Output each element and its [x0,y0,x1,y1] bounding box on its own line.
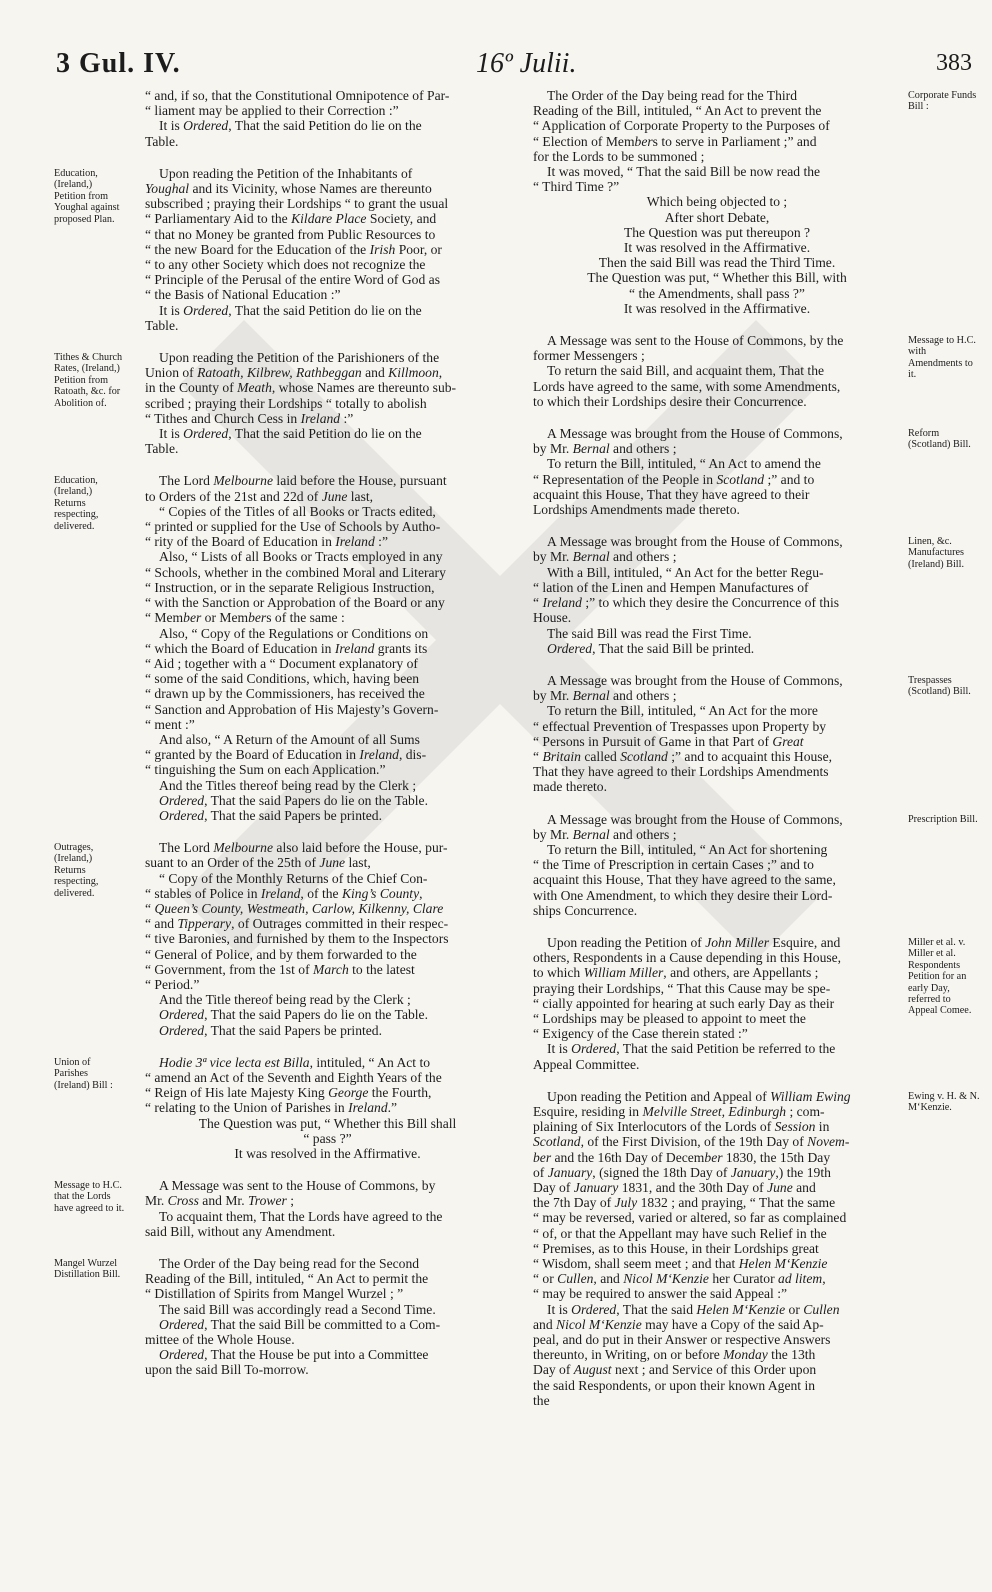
text-line: Lordships Amendments made thereto. [533,502,740,518]
text-line: by Mr. Bernal and others ; [533,826,677,842]
text-line: The Question was put, “ Whether this Bill shall [198,1115,457,1131]
entry-gap [533,1072,901,1089]
text-line: “ tinguishing the Sum on each Application.” [145,762,386,778]
text-line: by Mr. Bernal and others ; [533,441,677,457]
entry-prescription [533,812,901,918]
text-line: said Bill, without any Amendment. [145,1223,336,1239]
text-line: Upon reading the Petition of the Inhabitants of [159,165,413,181]
text-line: Ordered, That the said Papers be printed. [159,1022,382,1038]
margin-note: Message to H.C. that the Lords have agreed to it. [54,1180,125,1214]
text-line: “ liament may be applied to their Correction :” [145,103,399,119]
text-line: “ Lordships may be pleased to appoint to meet the [533,1010,806,1026]
text-line: And also, “ A Return of the Amount of all Sums [159,731,420,747]
text-line: “ Reign of His late Majesty King George the Fourth, [145,1085,432,1101]
entry-gap [533,409,901,426]
entry-message-hc [145,1178,510,1239]
text-line: to which their Lordships desire their Concurrence. [533,393,807,409]
text-line: praying their Lordships, “ That this Cause may be spe- [533,980,831,996]
margin-note: Reform (Scotland) Bill. [908,428,971,451]
entry-ewing [533,1089,901,1408]
text-line: “ tive Baronies, and furnished by them to the Inspectors [145,931,449,947]
text-line: “ cially appointed for hearing at such early Day as their [533,995,835,1011]
margin-note: Message to H.C. with Amendments to it. [908,335,976,381]
margin-note: Prescription Bill. [908,814,978,825]
text-line: upon the said Bill To-morrow. [145,1362,309,1378]
text-line: “ with the Sanction or Approbation of the Board or any [145,595,445,611]
text-line: Which being objected to ; [646,194,788,210]
text-line: Reading of the Bill, intituled, “ An Act to prevent the [533,103,822,119]
text-line: Ordered, That the said Bill be committed to a Com- [159,1316,441,1332]
text-line: “ the new Board for the Education of the Irish Poor, or [145,241,442,257]
text-line: “ Schools, whether in the combined Moral and Literary [145,564,446,580]
text-line: “ Tithes and Church Cess in Ireland :” [145,410,354,426]
right-column [533,88,901,1408]
entry-gap [533,517,901,534]
text-line: “ granted by the Board of Education in Ireland, dis- [145,747,427,763]
text-line: mittee of the Whole House. [145,1332,295,1348]
text-line: “ Aid ; together with a “ Document explanatory of [145,655,418,671]
entry-trespasses [533,673,901,795]
text-line: “ Exigency of the Case therein stated :” [533,1026,748,1042]
text-line: “ and Tipperary, of Outrages committed in their respec- [145,916,449,932]
text-line: plaining of Six Interlocutors of the Lords of Session in [533,1119,830,1135]
margin-note: Education, (Ireland,) Petition from Youghal against proposed Plan. [54,168,120,225]
margin-note: Corporate Funds Bill : [908,90,977,113]
text-line: “ Queen’s County, Westmeath, Carlow, Kilkenny, Clare [145,900,444,916]
text-line: A Message was brought from the House of Commons, [547,534,843,550]
text-line: acquaint this House, That they have agreed to the same, [533,872,836,888]
entry-mangel-wurzel [145,1256,510,1378]
text-line: “ drawn up by the Commissioners, has received the [145,686,425,702]
text-line: subscribed ; praying their Lordships “ to grant the usual [145,196,449,212]
text-line: Also, “ Lists of all Books or Tracts employed in any [159,549,443,565]
left-column [145,88,510,1378]
text-line: After short Debate, [664,209,770,225]
text-line: in the County of Meath, whose Names are thereunto sub- [145,380,457,396]
text-line: It was moved, “ That the said Bill be now read the [547,164,821,180]
margin-note: Outrages, (Ireland,) Returns respecting, delivered. [54,842,99,899]
text-line: And the Title thereof being read by the Clerk ; [159,992,411,1008]
text-line: “ Election of Members to serve in Parliament ;” and [533,133,817,149]
text-line: It is Ordered, That the said Helen M‘Kenzie or Cullen [547,1301,840,1317]
text-line: Ordered, That the said Papers do lie on the Table. [159,792,428,808]
text-line: It was resolved in the Affirmative. [623,300,811,316]
text-line: Upon reading the Petition of John Miller Esquire, and [547,934,841,950]
text-line: The Order of the Day being read for the Third [547,88,798,103]
text-line: House. [533,610,572,626]
text-line: The Order of the Day being read for the Second [159,1256,420,1272]
text-line: It was resolved in the Affirmative. [623,240,811,256]
text-line: And the Titles thereof being read by the Clerk ; [159,777,417,793]
text-line: To return the Bill, intituled, “ An Act for the more [547,703,818,719]
text-line: “ Third Time ?” [533,179,620,195]
text-line: former Messengers ; [533,348,645,364]
margin-note: Miller et al. v. Miller et al. Respondents Petition for an early Day, referred to Appeal Comee. [908,937,972,1017]
entry-gap [145,1161,510,1178]
text-line: A Message was sent to the House of Commons, by [159,1178,436,1194]
text-line: others, Respondents in a Cause depending in this House, [533,950,842,966]
text-line: “ ment :” [145,716,195,732]
page-header [56,48,972,82]
text-line: “ relating to the Union of Parishes in Ireland.” [145,1100,398,1116]
text-line: It is Ordered, That the said Petition do lie on the [159,118,422,134]
margin-note: Education, (Ireland,) Returns respecting, delivered. [54,475,99,532]
text-line: “ Period.” [145,976,200,992]
text-line: Table. [145,441,179,457]
text-line: To return the Bill, intituled, “ An Act for shortening [547,841,828,857]
text-line: It is Ordered, That the said Petition do lie on the [159,426,422,442]
entry-gap [145,149,510,166]
entry-gap [533,656,901,673]
text-line: “ Ireland ;” to which they desire the Concurrence of this [533,595,840,611]
text-line: The said Bill was read the First Time. [547,625,752,641]
text-line: A Message was brought from the House of Commons, [547,672,843,688]
text-line: for the Lords to be summoned ; [533,148,705,164]
text-line: “ Instruction, or in the separate Religious Instruction, [145,579,435,595]
margin-note: Linen, &c. Manufactures (Ireland) Bill. [908,536,965,570]
text-line: “ Application of Corporate Property to the Purposes of [533,118,830,134]
text-line: suant to an Order of the 25th of June last, [145,855,371,871]
text-line: Youghal and its Vicinity, whose Names are thereunto [145,181,432,197]
margin-note: Mangel Wurzel Distillation Bill. [54,1258,121,1281]
text-line: “ Principle of the Perusal of the entire Word of God as [145,272,440,288]
text-line: Hodie 3ª vice lecta est Billa, intituled, “ An Act to [159,1054,431,1070]
text-line: “ effectual Prevention of Trespasses upon Property by [533,718,827,734]
entry-gap [145,456,510,473]
page-number: 383 [936,50,972,76]
text-line: “ lation of the Linen and Hempen Manufactures of [533,579,809,595]
text-line: “ or Cullen, and Nicol M‘Kenzie her Curator ad litem, [533,1271,826,1287]
entry-youghal-petition [145,166,510,333]
text-line: “ Representation of the People in Scotland ;” and to [533,471,815,487]
text-line: the 7th Day of July 1832 ; and praying, “ That the same [533,1195,836,1211]
margin-note: Union of Parishes (Ireland) Bill : [54,1057,113,1091]
text-line: to Orders of the 21st and 22d of June last, [145,488,374,504]
text-line: by Mr. Bernal and others ; [533,549,677,565]
entry-outrages-returns [145,840,510,1038]
text-line: Day of January 1831, and the 30th Day of June and [533,1180,816,1195]
text-line: Mr. Cross and Mr. Trower ; [145,1193,294,1209]
text-line: with One Amendment, to which they desire their Lord- [533,887,833,903]
entry-ratoath-petition [145,350,510,456]
text-line: Ordered, That the said Bill be printed. [547,640,755,656]
text-line: That they have agreed to their Lordships Amendments [533,764,829,780]
text-line: scribed ; praying their Lordships “ totally to abolish [145,395,427,411]
text-line: To return the Bill, intituled, “ An Act to amend the [547,456,821,472]
text-line: The Question was put, “ Whether this Bill, with [587,270,847,286]
margin-note: Tithes & Church Rates, (Ireland,) Petition from Ratoath, &c. for Abolition of. [54,352,123,409]
text-line: “ amend an Act of the Seventh and Eighth Years of the [145,1069,442,1085]
text-line: “ Copies of the Titles of all Books or Tracts edited, [159,503,436,519]
text-line: “ Britain called Scotland ;” and to acquaint this House, [533,748,833,764]
text-line: Table. [145,133,179,149]
margin-note: Trespasses (Scotland) Bill. [908,675,971,698]
text-line: Ordered, That the said Papers be printed. [159,807,382,823]
text-line: A Message was brought from the House of Commons, [547,811,843,827]
entry-reform-scotland [533,426,901,517]
text-line: Ordered, That the House be put into a Committee [159,1347,429,1363]
text-line: “ and, if so, that the Constitutional Omnipotence of Par- [145,88,450,103]
text-line: “ which the Board of Education in Ireland grants its [145,640,428,656]
text-line: Union of Ratoath, Kilbrew, Rathbeggan and Killmoon, [145,365,443,381]
text-line: acquaint this House, That they have agreed to their [533,486,810,502]
text-line: “ the Amendments, shall pass ?” [629,285,805,301]
entry-gap [145,823,510,840]
text-line: of January, (signed the 18th Day of January,) the 19th [533,1164,831,1180]
text-line: to which William Miller, and others, are Appellants ; [533,965,819,981]
entry-gap [145,1038,510,1055]
text-line: “ of, or that the Appellant may have such Relief in the [533,1225,827,1241]
text-line: the said Respondents, or upon their known Agent in [533,1377,816,1393]
text-line: Appeal Committee. [533,1056,640,1072]
text-line: “ printed or supplied for the Use of Schools by Autho- [145,519,441,535]
entry-union-parishes [145,1055,510,1161]
header-date: 16º Julii. [476,48,577,79]
text-line: the [533,1392,550,1408]
text-line: “ the Basis of National Education :” [145,287,341,303]
text-line: “ Premises, as to this House, in their Lordships great [533,1240,819,1256]
text-line: Also, “ Copy of the Regulations or Conditions on [159,625,429,641]
text-line: “ Government, from the 1st of March to the latest [145,961,415,977]
entry-top-continuation [145,88,510,149]
margin-note: Ewing v. H. & N. M‘Kenzie. [908,1091,980,1114]
text-line: Reading of the Bill, intituled, “ An Act to permit the [145,1271,429,1287]
text-line: A Message was sent to the House of Commons, by the [547,333,844,349]
text-line: Upon reading the Petition and Appeal of William Ewing [547,1088,851,1104]
text-line: thereunto, in Writing, on or before Monday the 13th [533,1347,816,1363]
text-line: To return the said Bill, and acquaint them, That the [547,363,825,379]
text-line: It is Ordered, That the said Petition do lie on the [159,302,422,318]
entry-gap [533,918,901,935]
text-line: “ pass ?” [303,1130,352,1146]
text-line: “ General of Police, and by them forwarded to the [145,946,417,962]
text-line: The Lord Melbourne also laid before the House, pur- [159,840,448,856]
entry-linen-bill [533,534,901,656]
text-line: The Question was put thereupon ? [623,224,811,240]
entry-miller [533,935,901,1072]
text-line: Table. [145,317,179,333]
text-line: To acquaint them, That the Lords have agreed to the [159,1208,443,1224]
text-line: and Nicol M‘Kenzie may have a Copy of the said Ap- [533,1316,824,1332]
text-line: A Message was brought from the House of Commons, [547,426,843,442]
text-line: Scotland, of the First Division, of the 19th Day of Novem- [533,1134,850,1150]
text-line: ber and the 16th Day of December 1830, the 15th Day [533,1149,831,1165]
text-line: “ stables of Police in Ireland, of the King’s County, [145,885,423,901]
text-line: “ Sanction and Approbation of His Majesty’s Govern- [145,701,439,717]
text-line: “ Distillation of Spirits from Mangel Wurzel ; ” [145,1286,404,1302]
text-line: Lords have agreed to the same, with some Amendments, [533,378,841,394]
text-line: Day of August next ; and Service of this Order upon [533,1362,817,1378]
text-line: “ to any other Society which does not recognize the [145,257,426,273]
entry-gap [533,795,901,812]
header-regnal-year: 3 Gul. IV. [56,48,181,79]
entry-education-returns [145,473,510,823]
text-line: “ Persons in Pursuit of Game in that Part of Great [533,733,804,749]
text-line: “ the Time of Prescription in certain Cases ;” and to [533,857,814,873]
entry-gap [145,1239,510,1256]
text-line: “ Parliamentary Aid to the Kildare Place Society, and [145,211,437,227]
text-line: “ some of the said Conditions, which, having been [145,671,420,687]
text-line: “ Copy of the Monthly Returns of the Chief Con- [159,870,428,886]
text-line: “ that no Money be granted from Public Resources to [145,226,436,242]
text-line: Upon reading the Petition of the Parishioners of the [159,350,440,366]
text-line: “ may be required to answer the said Appeal :” [533,1286,788,1302]
entry-corporate-funds [533,88,901,316]
text-line: Esquire, residing in Melville Street, Edinburgh ; com- [533,1103,825,1119]
text-line: “ Member or Members of the same : [145,610,345,626]
text-line: It is Ordered, That the said Petition be referred to the [547,1041,836,1057]
text-line: It was resolved in the Affirmative. [234,1146,421,1161]
text-line: by Mr. Bernal and others ; [533,688,677,704]
text-line: The Lord Melbourne laid before the House, pursuant [159,473,447,489]
text-line: The said Bill was accordingly read a Second Time. [159,1301,436,1317]
text-line: made thereto. [533,779,607,795]
entry-gap [145,333,510,350]
entry-gap [533,316,901,333]
entry-message-amendments [533,333,901,409]
text-line: peal, and do put in their Answer or respective Answers [533,1332,831,1348]
text-line: With a Bill, intituled, “ An Act for the better Regu- [547,564,824,580]
text-line: Then the said Bill was read the Third Time. [598,255,836,271]
text-line: “ Wisdom, shall seem meet ; and that Helen M‘Kenzie [533,1256,828,1272]
text-line: ships Concurrence. [533,902,638,918]
text-line: “ rity of the Board of Education in Ireland :” [145,534,388,550]
text-line: Ordered, That the said Papers do lie on the Table. [159,1007,428,1023]
text-line: “ may be reversed, varied or altered, so far as complained [533,1210,847,1226]
